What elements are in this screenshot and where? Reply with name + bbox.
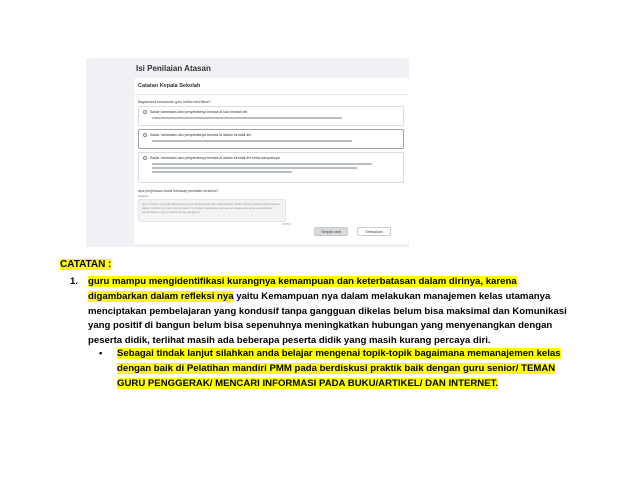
card-title: Catatan Kepala Sekolah	[134, 78, 409, 95]
page-title: Isi Penilaian Atasan	[136, 64, 211, 73]
embedded-screenshot	[86, 58, 409, 247]
option-description	[152, 163, 372, 165]
radio-selected-icon[interactable]	[143, 133, 147, 137]
question-1: Bagaimana kesadaran guru ketika berefleksi?	[138, 100, 211, 104]
submit-button[interactable]: Selesaikan	[357, 227, 391, 236]
follow-up-bullet	[88, 347, 568, 391]
radio-icon[interactable]	[143, 110, 147, 114]
assessment-card	[134, 78, 409, 244]
field-label: Catatan	[138, 194, 149, 198]
option-title: Sadar hambatan dan penyebabnya berada di dalam kendali diri	[150, 132, 252, 137]
bullet-icon: •	[99, 348, 103, 359]
option-title: Sadar hambatan dan penyebabnya berada di dalam kendali diri serta dampaknya	[150, 155, 280, 160]
option-description	[152, 167, 357, 169]
radio-icon[interactable]	[143, 156, 147, 160]
option-description	[152, 117, 342, 119]
option-description	[152, 140, 352, 142]
note-item-1-text: yaitu Kemampuan nya dalam melakukan manajemen kelas utamanya menciptakan pembelajaran yang kondusif tanpa gangguan dikelas belum bisa maksimal dan Komunikasi yang positif di bangun belum bisa sepenuhnya meningkatkan hubungan yang menyenangkan dengan peserta didik, terlihat masih ada beberapa peserta didik yang masih kurang percaya diri.	[88, 290, 567, 347]
option-1[interactable]	[138, 106, 404, 126]
question-2: Apa penjelasan Anda terhadap penilaian tersebut?	[138, 189, 219, 193]
option-3[interactable]	[138, 152, 404, 183]
follow-up-text: Sebagai tindak lanjut silahkan anda belajar mengenai topik-topik bagaimana memanajemen kelas dengan baik di Pelatihan mandiri PMM pada berdiskusi praktik baik dengan guru senior/ TEMAN GURU PENGGERAK/ MENCARI INFORMASI PADA BUKU/ARTIKEL/ DAN INTERNET.	[117, 348, 561, 389]
option-2[interactable]	[138, 129, 404, 149]
notes-heading	[60, 259, 111, 270]
option-title: Sadar hambatan dan penyebabnya berada di luar kendali diri	[150, 109, 248, 114]
note-item-1	[70, 275, 570, 349]
note-textarea[interactable]: guru mampu mengidentifikasi kurangnya kemampuan dan keterbatasan dalam dirinya, karena digambarkan dalam refleksi nya yaitu Kemampuan nya dalam melakukan manajemen kelas utamanya menciptakan pembelajaran yang kondusif tanpa gangguan	[138, 199, 286, 222]
save-draft-button[interactable]: Simpan draf	[314, 227, 348, 236]
notes-heading-text: CATATAN :	[60, 259, 112, 270]
note-item-1-highlight: guru mampu mengidentifikasi kurangnya kemampuan dan keterbatasan dalam dirinya, karena digambarkan dalam refleksi nya	[88, 276, 517, 302]
list-number: 1.	[70, 276, 79, 287]
option-description	[152, 171, 292, 173]
char-counter: 357/500	[282, 223, 292, 226]
